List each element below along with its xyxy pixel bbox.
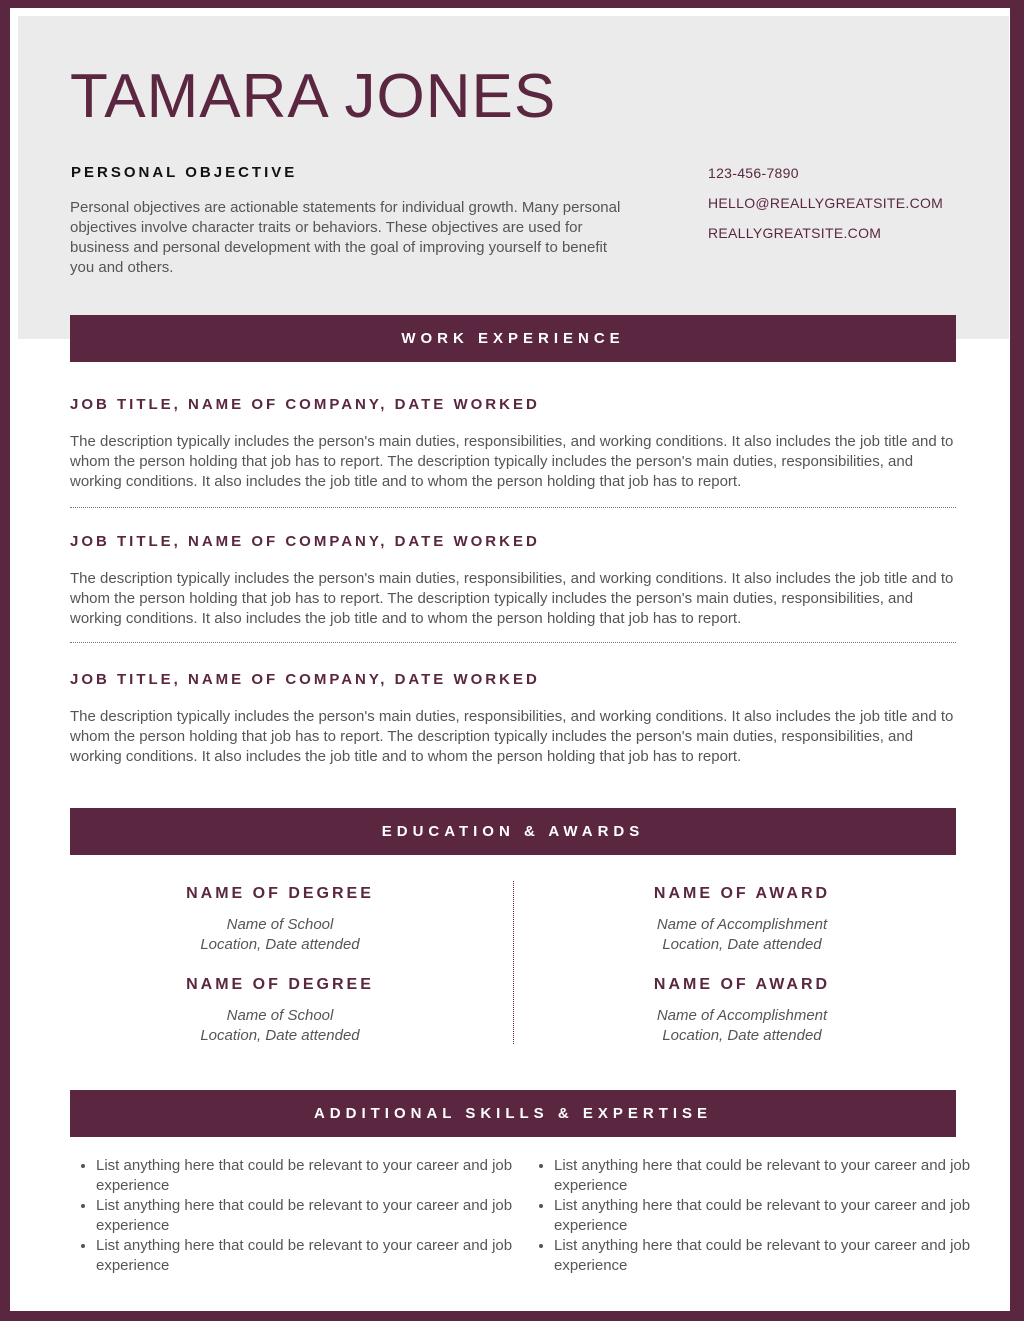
degree-title: NAME OF DEGREE [186,885,374,902]
job-description: The description typically includes the person's main duties, responsibilities, and working conditions. It also includes the job title and to whom the person holding that job has to report. The description typically includes the person's main duties, responsibilities, and working conditions. It also includes the job title and to whom the person holding that job has to report. [70,708,954,765]
job-title: JOB TITLE, NAME OF COMPANY, DATE WORKED [70,533,540,550]
award-details [532,1006,952,1046]
contact-website: REALLYGREATSITE.COM [708,225,882,241]
job-description: The description typically includes the person's main duties, responsibilities, and working conditions. It also includes the job title and to whom the person holding that job has to report. The description typically includes the person's main duties, responsibilities, and working conditions. It also includes the job title and to whom the person holding that job has to report. [70,433,954,490]
awards-column [532,884,952,1066]
award-title: NAME OF AWARD [653,976,831,993]
job-title: JOB TITLE, NAME OF COMPANY, DATE WORKED [70,396,540,413]
candidate-name: TAMARA JONES [70,62,557,131]
skills-heading: ADDITIONAL SKILLS & EXPERTISE [70,1090,956,1137]
award-location-date: Location, Date attended [662,936,822,953]
award-details [532,915,952,955]
education-heading: EDUCATION & AWARDS [70,808,956,855]
job-entry [70,396,956,492]
contact-email: HELLO@REALLYGREATSITE.COM [708,195,944,211]
job-description: The description typically includes the person's main duties, responsibilities, and working conditions. It also includes the job title and to whom the person holding that job has to report. The description typically includes the person's main duties, responsibilities, and working conditions. It also includes the job title and to whom the person holding that job has to report. [70,570,954,627]
degree-location-date: Location, Date attended [200,936,360,953]
skill-item: • List anything here that could be relevant to your career and job experience [96,1236,516,1276]
award-entry [532,884,952,975]
contact-phone: 123-456-7890 [708,165,799,181]
degree-details [70,915,490,955]
skills-list-right [528,1156,974,1276]
education-divider [513,881,514,1044]
skill-item: • List anything here that could be relevant to your career and job experience [554,1236,974,1276]
degree-entry [70,884,490,975]
degree-entry [70,975,490,1066]
degree-school: Name of School [226,1007,334,1024]
skill-item: • List anything here that could be relevant to your career and job experience [96,1156,516,1196]
job-title: JOB TITLE, NAME OF COMPANY, DATE WORKED [70,671,540,688]
skill-item: • List anything here that could be relevant to your career and job experience [554,1196,974,1236]
contact-block [708,163,943,253]
skill-item: • List anything here that could be relevant to your career and job experience [554,1156,974,1196]
work-experience-heading: WORK EXPERIENCE [70,315,956,362]
objective-heading: PERSONAL OBJECTIVE [71,164,298,181]
degrees-column [70,884,490,1066]
job-divider [70,642,956,643]
skill-item: • List anything here that could be relevant to your career and job experience [96,1196,516,1236]
award-entry [532,975,952,1066]
objective-text: Personal objectives are actionable statements for individual growth. Many personal objectives involve character traits or behaviors. These objectives are used for business and personal development with the goal of improving yourself to benefit you and others. [70,199,621,276]
degree-details [70,1006,490,1046]
degree-school: Name of School [226,916,334,933]
award-location-date: Location, Date attended [662,1027,822,1044]
skills-list-left [70,1156,516,1276]
job-divider [70,507,956,508]
award-accomplishment: Name of Accomplishment [656,916,828,933]
award-accomplishment: Name of Accomplishment [656,1007,828,1024]
award-title: NAME OF AWARD [653,885,831,902]
degree-title: NAME OF DEGREE [186,976,374,993]
job-entry [70,533,956,629]
job-entry [70,671,956,767]
degree-location-date: Location, Date attended [200,1027,360,1044]
